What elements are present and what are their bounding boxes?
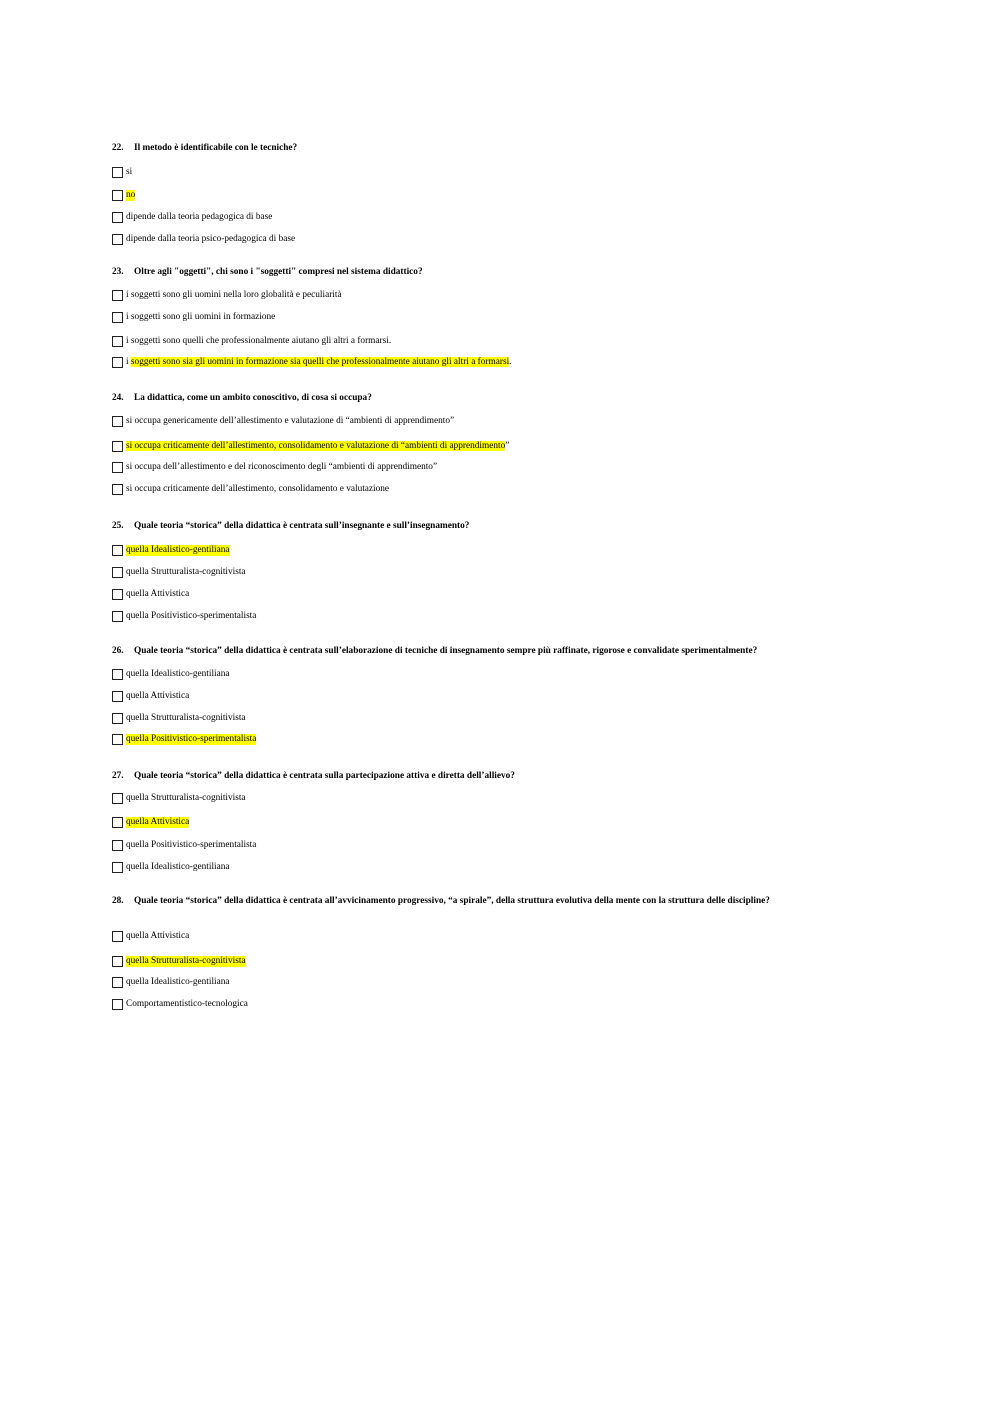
answer-option[interactable] [112, 953, 246, 969]
option-label: quella Positivistico-sperimentalista [126, 610, 257, 621]
checkbox[interactable] [112, 999, 123, 1010]
answer-option[interactable] [112, 542, 230, 558]
checkbox[interactable] [112, 862, 123, 873]
answer-option[interactable] [112, 731, 256, 747]
checkbox[interactable] [112, 545, 123, 556]
answer-option[interactable] [112, 438, 509, 454]
checkbox[interactable] [112, 840, 123, 851]
checkbox[interactable] [112, 589, 123, 600]
answer-option[interactable] [112, 837, 256, 853]
option-label: dipende dalla teoria pedagogica di base [126, 211, 273, 222]
checkbox[interactable] [112, 567, 123, 578]
option-prefix: i [126, 356, 131, 367]
option-label: quella Attivistica [126, 690, 190, 701]
option-label-highlighted: quella Positivistico-sperimentalista [126, 733, 257, 744]
question-text: Quale teoria “storica” della didattica è centrata sulla partecipazione attiva e diretta dell’allievo? [134, 771, 515, 781]
answer-option[interactable] [112, 333, 391, 349]
answer-option[interactable] [112, 231, 295, 247]
question-text: Quale teoria “storica” della didattica è centrata sull’elaborazione di tecniche di insegnamento sempre più raffinate, rigorose e convalidate sperimentalmente? [134, 646, 758, 656]
checkbox[interactable] [112, 336, 123, 347]
answer-option[interactable] [112, 608, 256, 624]
checkbox[interactable] [112, 234, 123, 245]
option-label: quella Strutturalista-cognitivista [126, 712, 246, 723]
answer-option[interactable] [112, 164, 132, 180]
checkbox[interactable] [112, 312, 123, 323]
option-label-highlighted: quella Idealistico-gentiliana [126, 544, 230, 555]
checkbox[interactable] [112, 484, 123, 495]
question-title [112, 392, 852, 404]
answer-option[interactable] [112, 309, 275, 325]
question-title [112, 645, 852, 657]
question-number: 27. [112, 771, 124, 781]
checkbox[interactable] [112, 212, 123, 223]
answer-option[interactable] [112, 688, 189, 704]
option-label: quella Idealistico-gentiliana [126, 668, 230, 679]
question-24 [112, 392, 852, 494]
checkbox[interactable] [112, 793, 123, 804]
option-suffix: ” [505, 440, 510, 451]
question-number: 25. [112, 521, 124, 531]
option-highlight: soggetti sono sia gli uomini in formazione sia quelli che professionalmente aiutano gli altri a formarsi [130, 356, 510, 367]
question-text: La didattica, come un ambito conoscitivo, di cosa si occupa? [134, 393, 372, 403]
option-label-highlighted: quella Attivistica [126, 816, 190, 827]
answer-option[interactable] [112, 481, 389, 497]
question-number: 23. [112, 267, 124, 277]
answer-option[interactable] [112, 413, 454, 429]
answer-option[interactable] [112, 287, 342, 303]
option-label [126, 441, 509, 452]
question-title [112, 770, 852, 782]
option-label: quella Attivistica [126, 588, 190, 599]
checkbox[interactable] [112, 931, 123, 942]
checkbox[interactable] [112, 669, 123, 680]
answer-option[interactable] [112, 666, 230, 682]
option-label [126, 357, 512, 368]
option-label: quella Strutturalista-cognitivista [126, 566, 246, 577]
option-label: quella Positivistico-sperimentalista [126, 839, 257, 850]
question-title [112, 520, 852, 532]
option-label-highlighted: no [126, 189, 136, 200]
option-suffix: . [509, 356, 512, 367]
option-label: quella Strutturalista-cognitivista [126, 792, 246, 803]
question-28 [112, 895, 852, 1009]
answer-option[interactable] [112, 859, 230, 875]
checkbox[interactable] [112, 357, 123, 368]
answer-option[interactable] [112, 996, 248, 1012]
question-number: 26. [112, 646, 124, 656]
option-label: si [126, 166, 133, 177]
option-label: dipende dalla teoria psico-pedagogica di base [126, 233, 296, 244]
question-number: 24. [112, 393, 124, 403]
question-text: Quale teoria “storica” della didattica è centrata sull’insegnante e sull’insegnamento? [134, 521, 470, 531]
checkbox[interactable] [112, 290, 123, 301]
checkbox[interactable] [112, 977, 123, 988]
option-label: si occupa dell’allestimento e del riconoscimento degli “ambienti di apprendimento” [126, 461, 438, 472]
question-text: Oltre agli "oggetti", chi sono i "soggetti" compresi nel sistema didattico? [134, 267, 423, 277]
question-26 [112, 645, 852, 744]
answer-option[interactable] [112, 790, 246, 806]
checkbox[interactable] [112, 817, 123, 828]
question-22 [112, 142, 852, 244]
checkbox[interactable] [112, 611, 123, 622]
option-label: i soggetti sono quelli che professionalmente aiutano gli altri a formarsi. [126, 335, 392, 346]
question-title [112, 142, 852, 154]
question-23 [112, 266, 852, 367]
checkbox[interactable] [112, 691, 123, 702]
option-label: Comportamentistico-tecnologica [126, 998, 248, 1009]
option-label: quella Idealistico-gentiliana [126, 976, 230, 987]
option-label: si occupa criticamente dell’allestimento, consolidamento e valutazione [126, 483, 390, 494]
checkbox[interactable] [112, 734, 123, 745]
answer-option[interactable] [112, 564, 246, 580]
checkbox[interactable] [112, 462, 123, 473]
checkbox[interactable] [112, 416, 123, 427]
answer-option[interactable] [112, 710, 246, 726]
question-title [112, 266, 852, 278]
question-number: 22. [112, 143, 124, 153]
answer-option[interactable] [112, 209, 272, 225]
question-text: Il metodo è identificabile con le tecniche? [134, 143, 298, 153]
answer-option[interactable] [112, 974, 230, 990]
option-label-highlighted: quella Strutturalista-cognitivista [126, 955, 246, 966]
question-text: Quale teoria “storica” della didattica è centrata all’avvicinamento progressivo, “a spirale”, della struttura evolutiva della mente con la struttura delle discipline? [134, 896, 770, 906]
answer-option[interactable] [112, 586, 189, 602]
answer-option[interactable] [112, 814, 189, 830]
answer-option[interactable] [112, 459, 437, 475]
checkbox[interactable] [112, 190, 123, 201]
option-highlight: si occupa criticamente dell’allestimento, consolidamento e valutazione di “ambienti di apprendimento [126, 440, 506, 451]
question-number: 28. [112, 896, 124, 906]
option-label: si occupa genericamente dell’allestimento e valutazione di “ambienti di apprendimento” [126, 415, 455, 426]
question-25 [112, 520, 852, 621]
checkbox[interactable] [112, 441, 123, 452]
question-title [112, 895, 852, 907]
option-label: quella Idealistico-gentiliana [126, 861, 230, 872]
option-label: i soggetti sono gli uomini in formazione [126, 311, 276, 322]
option-label: quella Attivistica [126, 930, 190, 941]
checkbox[interactable] [112, 713, 123, 724]
option-label: i soggetti sono gli uomini nella loro globalità e peculiarità [126, 289, 342, 300]
checkbox[interactable] [112, 167, 123, 178]
question-27 [112, 770, 852, 872]
answer-option[interactable] [112, 354, 512, 370]
checkbox[interactable] [112, 956, 123, 967]
answer-option[interactable] [112, 187, 135, 203]
answer-option[interactable] [112, 928, 189, 944]
